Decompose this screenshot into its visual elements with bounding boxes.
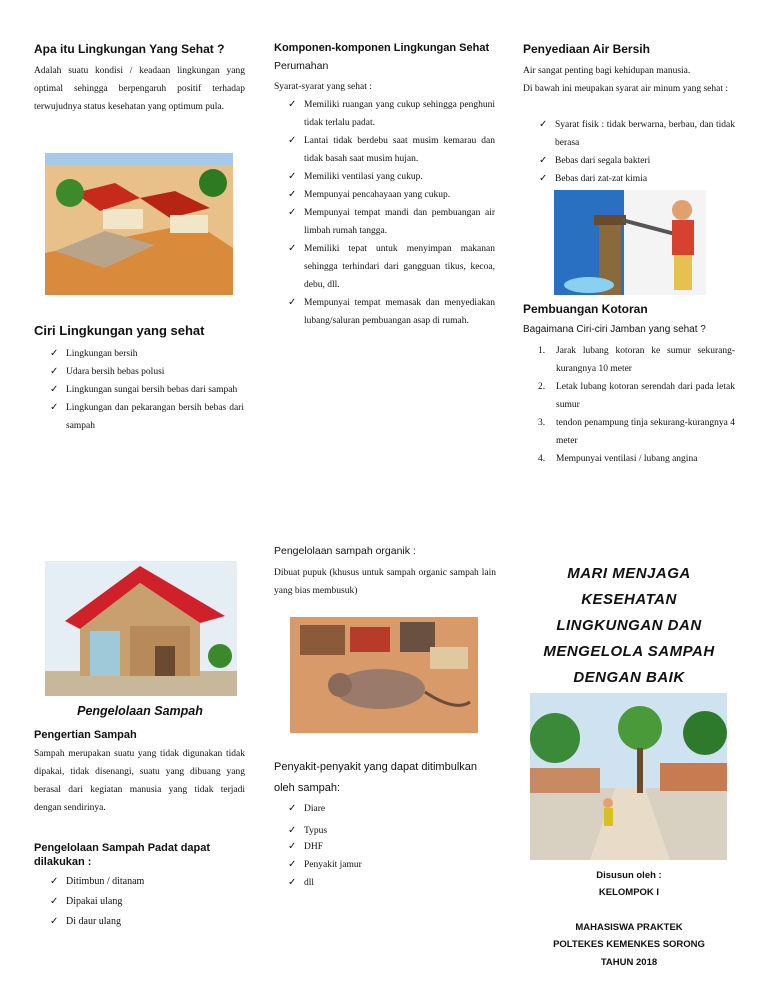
list-item: ✓ Mempunyai pencahayaan yang cukup. xyxy=(286,186,495,204)
item-number: 1. xyxy=(538,346,546,356)
list-item: ✓ Memiliki ventilasi yang cukup. xyxy=(286,168,495,186)
item-number: 3. xyxy=(538,418,546,428)
list-item: ✓ Diare xyxy=(286,798,486,820)
ciri-list xyxy=(48,345,244,435)
section-title-pengertian: Pengertian Sampah xyxy=(34,729,137,741)
jamban-question: Bagaimana Ciri-ciri Jamban yang sehat ? xyxy=(523,324,706,335)
list-item: ✓ Memiliki ruangan yang cukup sehingga penghuni tidak terlalu padat. xyxy=(286,96,495,132)
list-item xyxy=(538,414,735,450)
list-item: ✓ Dipakai ulang xyxy=(48,892,244,912)
rat-garbage-illustration xyxy=(290,617,478,733)
section-title-organik: Pengelolaan sampah organik : xyxy=(274,545,416,557)
pengertian-paragraph: Sampah merupakan suatu yang tidak digunakan tidak dipakai, tidak disenangi, suatu yang dibuang yang berasal dari kegiatan manusia yang tidak terjadi dengan sendirinya. xyxy=(34,749,245,813)
cover-title-line: KESEHATAN xyxy=(581,591,677,608)
section-title-komponen: Komponen-komponen Lingkungan Sehat xyxy=(274,42,490,54)
list-item: ✓ Di daur ulang xyxy=(48,912,244,932)
list-item xyxy=(538,342,735,378)
list-item: ✓ Bebas dari segala bakteri xyxy=(537,152,735,170)
penyakit-list-1 xyxy=(286,798,486,842)
list-item: ✓ Bebas dari zat-zat kimia xyxy=(537,170,735,188)
credit-tahun: TAHUN 2018 xyxy=(600,957,658,968)
cover-title xyxy=(523,561,735,691)
list-item xyxy=(538,378,735,414)
section-title-lingkungan-sehat: Apa itu Lingkungan Yang Sehat ? xyxy=(34,42,225,56)
cover-title-line: LINGKUNGAN DAN xyxy=(556,617,702,634)
hut-illustration xyxy=(45,561,237,696)
list-item: ✓ Lantai tidak berdebu saat musim kemarau dan tidak basah saat musim hujan. xyxy=(286,132,495,168)
list-item: ✓ Syarat fisik : tidak berwarna, berbau, dan tidak berasa xyxy=(537,116,735,152)
credit-mahasiswa: MAHASISWA PRAKTEK xyxy=(575,922,683,933)
subtitle-perumahan: Perumahan xyxy=(274,60,329,72)
list-item: ✓ Mempunyai tempat memasak dan menyediakan lubang/saluran pembuangan asap di rumah. xyxy=(286,294,495,330)
credit-disusun: Disusun oleh : xyxy=(596,870,662,881)
item-text: Letak lubang kotoran serendah dari pada letak sumur xyxy=(556,382,735,410)
organik-paragraph: Dibuat pupuk (khusus untuk sampah organic sampah lain yang bias membusuk) xyxy=(274,568,496,596)
list-item: ✓ DHF xyxy=(286,838,486,856)
padat-list xyxy=(48,872,244,932)
item-text: tendon penampung tinja sekurang-kurangnya 4 meter xyxy=(556,418,735,446)
item-number: 2. xyxy=(538,382,546,392)
penyakit-list-2 xyxy=(286,838,486,892)
section-title-ciri: Ciri Lingkungan yang sehat xyxy=(34,323,205,338)
caption-pengelolaan: Pengelolaan Sampah xyxy=(77,704,203,718)
jamban-list xyxy=(538,342,735,468)
water-pump-illustration xyxy=(554,190,706,295)
section-title-padat: Pengelolaan Sampah Padat dapat dilakukan : xyxy=(34,842,211,868)
list-item: ✓ Lingkungan sungai bersih bebas dari sampah xyxy=(48,381,244,399)
list-item: ✓ Ditimbun / ditanam xyxy=(48,872,244,892)
perumahan-list xyxy=(286,96,495,330)
village-illustration xyxy=(530,693,727,860)
section-title-air: Penyediaan Air Bersih xyxy=(523,42,650,56)
air-paragraph-2: Di bawah ini meupakan syarat air minum yang sehat : xyxy=(523,84,728,94)
list-item: ✓ dll xyxy=(286,874,486,892)
air-paragraph-1: Air sangat penting bagi kehidupan manusia. xyxy=(523,66,691,76)
item-number: 4. xyxy=(538,454,546,464)
list-item: ✓ Mempunyai tempat mandi dan pembuangan air limbah rumah tangga. xyxy=(286,204,495,240)
cover-title-line: MARI MENJAGA xyxy=(567,565,691,582)
syarat-label: Syarat-syarat yang sehat : xyxy=(274,82,372,92)
list-item: ✓ Lingkungan bersih xyxy=(48,345,244,363)
credit-poltekes: POLTEKES KEMENKES SORONG xyxy=(553,939,705,950)
list-item: ✓ Udara bersih bebas polusi xyxy=(48,363,244,381)
section-title-kotoran: Pembuangan Kotoran xyxy=(523,302,648,316)
credit-kelompok: KELOMPOK I xyxy=(598,887,660,898)
cover-title-line: MENGELOLA SAMPAH xyxy=(543,643,715,660)
list-item: ✓ Lingkungan dan pekarangan bersih bebas dari sampah xyxy=(48,399,244,435)
list-item: ✓ Penyakit jamur xyxy=(286,856,486,874)
list-item xyxy=(538,450,735,468)
item-text: Jarak lubang kotoran ke sumur sekurang-kurangnya 10 meter xyxy=(556,346,735,374)
definisi-paragraph: Adalah suatu kondisi / keadaan lingkungan yang optimal sehingga berpengaruh positif terhadap terwujudnya status kesehatan yang optimum pula. xyxy=(34,66,245,112)
house-illustration xyxy=(45,153,233,295)
list-item: ✓ Typus xyxy=(286,820,486,842)
list-item: ✓ Memiliki tepat untuk menyimpan makanan sehingga terhindari dari gangguan tikus, kecoa, debu, dll. xyxy=(286,240,495,294)
item-text: Mempunyai ventilasi / lubang angina xyxy=(556,454,698,464)
cover-title-line: DENGAN BAIK xyxy=(573,669,685,686)
section-title-penyakit: Penyakit-penyakit yang dapat ditimbulkan oleh sampah: xyxy=(274,761,478,794)
air-list xyxy=(537,116,735,188)
